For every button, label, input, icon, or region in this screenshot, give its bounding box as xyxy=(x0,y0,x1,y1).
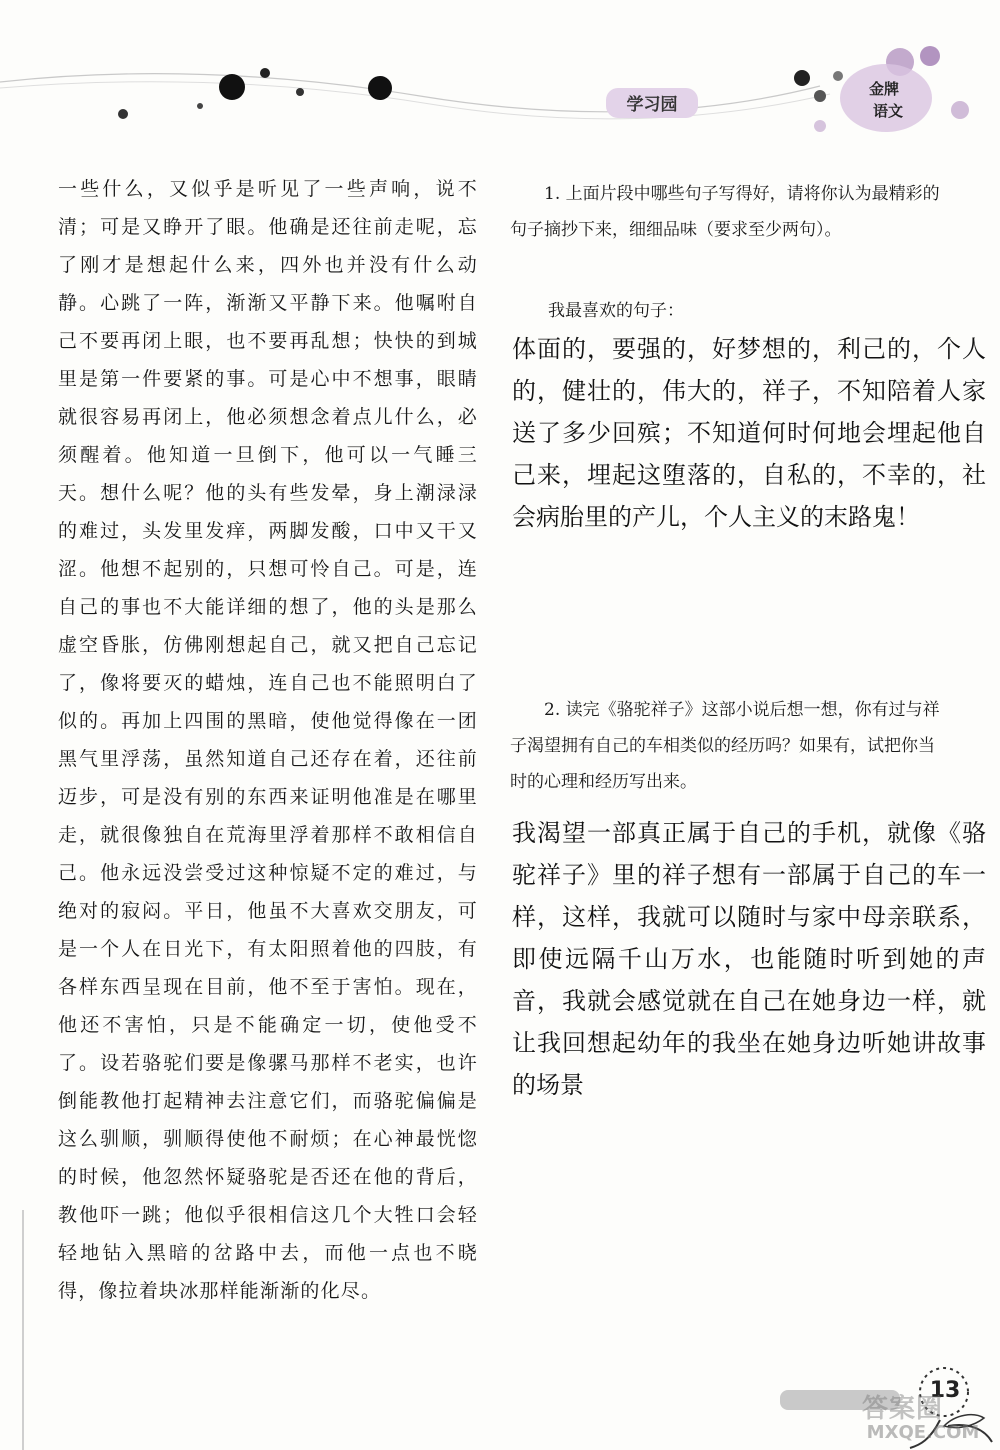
question-1-text: 1. 上面片段中哪些句子写得好，请将你认为最精彩的句子摘抄下来，细细品味（要求至少两句）。 xyxy=(510,184,940,240)
answer-2 xyxy=(512,812,986,1106)
header-badge-left: 学习园 xyxy=(626,95,678,115)
answer-1-text: 体面的，要强的，好梦想的，利己的，个人的，健壮的，伟大的，祥子，不知陪着人家送了多少回殡；不知道何时何地会埋起他自己来，埋起这堕落的，自私的，不幸的，社会病胎里的产儿，个人主义的末路鬼！ xyxy=(512,335,986,531)
favorite-sentence-label: 我最喜欢的句子： xyxy=(548,301,684,321)
passage-text: 一些什么，又似乎是听见了一些声响，说不清；可是又睁开了眼。他确是还往前走呢，忘了刚才是想起什么来，四外也并没有什么动静。心跳了一阵，渐渐又平静下来。他嘱咐自己不要再闭上眼，也不要再乱想；快快的到城里是第一件要紧的事。可是心中不想事，眼睛就很容易再闭上，他必须想念着点儿什么，必须醒着。他知道一旦倒下，他可以一气睡三天。想什么呢？他的头有些发晕，身上潮渌渌的难过，头发里发痒，两脚发酸，口中又干又涩。他想不起别的，只想可怜自己。可是，连自己的事也不大能详细的想了，他的头是那么虚空昏胀，仿佛刚想起自己，就又把自己忘记了，像将要灭的蜡烛，连自己也不能照明白了似的。再加上四围的黑暗，使他觉得像在一团黑气里浮荡，虽然知道自己还存在着，还往前迈步，可是没有别的东西来证明他准是在哪里走，就很像独自在荒海里浮着那样不敢相信自己。他永远没尝受过这种惊疑不定的难过，与绝对的寂闷。平日，他虽不大喜欢交朋友，可是一个人在日光下，有太阳照着他的四肢，有各样东西呈现在目前，他不至于害怕。现在，他还不害怕，只是不能确定一切，使他受不了。设若骆驼们要是像骡马那样不老实，也许倒能教他打起精神去注意它们，而骆驼偏偏是这么驯顺，驯顺得使他不耐烦；在心神最恍惚的时候，他忽然怀疑骆驼是否还在他的背后，教他吓一跳；他似乎很相信这几个大牲口会轻轻地钻入黑暗的岔路中去，而他一点也不晓得，像拉着块冰那样能渐渐的化尽。 xyxy=(58,178,478,1302)
watermark: 答案圈 xyxy=(861,1394,943,1424)
header-decoration xyxy=(0,0,1000,150)
watermark-url: MXQE.COM xyxy=(866,1422,980,1443)
question-2 xyxy=(510,692,940,800)
passage-column xyxy=(58,170,478,1310)
page-edge-line xyxy=(22,1210,24,1450)
answer-2-text: 我渴望一部真正属于自己的手机，就像《骆驼祥子》里的祥子想有一部属于自己的车一样，这样，我就可以随时与家中母亲联系，即使远隔千山万水，也能随时听到她的声音，我就会感觉就在自己在她身边一样，就让我回想起幼年的我坐在她身边听她讲故事的场景 xyxy=(512,819,986,1099)
question-1 xyxy=(510,176,940,248)
answer-1 xyxy=(512,328,986,538)
page-number: 13 xyxy=(929,1378,961,1403)
header-badge-right-top: 金牌 xyxy=(868,80,900,98)
header-badge-right-bottom: 语文 xyxy=(872,102,904,120)
question-2-text: 2. 读完《骆驼祥子》这部小说后想一想，你有过与祥子渴望拥有自己的车相类似的经历吗？如果有，试把你当时的心理和经历写出来。 xyxy=(510,700,940,792)
